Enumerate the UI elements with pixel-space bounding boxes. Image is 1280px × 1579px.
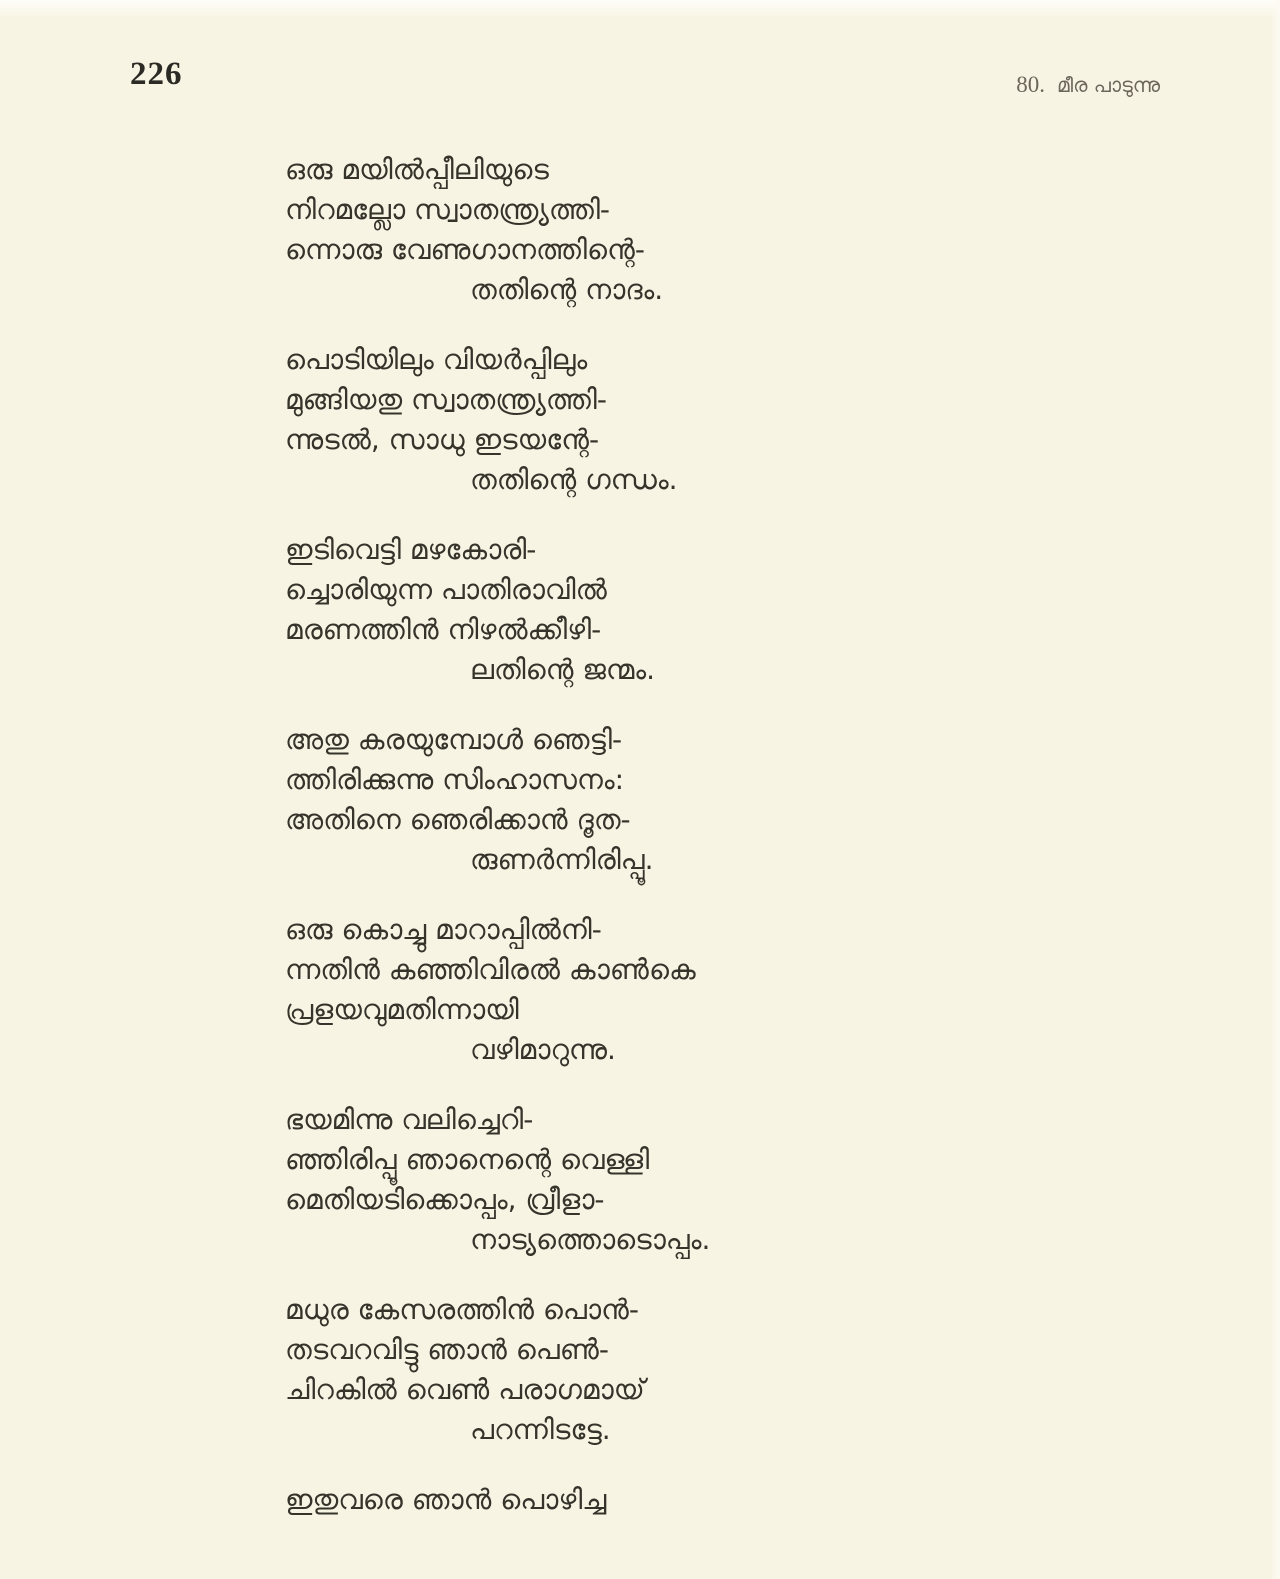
page-right-edge <box>1270 0 1280 1579</box>
page-top-edge <box>0 0 1280 18</box>
poem-line-indented: തതിന്റെ നാദം. <box>470 273 664 306</box>
stanza <box>285 150 1045 310</box>
poem-line: ന്നൊരു വേണുഗാനത്തിന്റെ- <box>285 233 645 266</box>
stanza <box>285 530 1045 690</box>
stanza <box>285 340 1045 500</box>
poem-line: തടവറവിട്ടു ഞാൻ പെൺ- <box>285 1333 610 1366</box>
poem-line-indented: രുണർന്നിരിപ്പൂ. <box>470 843 654 876</box>
poem-line: അതിനെ ഞെരിക്കാൻ ദൂത- <box>285 803 631 836</box>
stanza <box>285 1290 1045 1450</box>
poem-line: മുങ്ങിയതു സ്വാതന്ത്ര്യത്തി- <box>285 383 607 416</box>
poem-line: മരണത്തിൻ നിഴൽക്കീഴി- <box>285 613 602 646</box>
poem-line-indented: നാട്യത്തൊടൊപ്പം. <box>470 1223 711 1256</box>
stanza <box>285 1100 1045 1260</box>
poem-line-indented: തതിന്റെ ഗന്ധം. <box>470 463 678 496</box>
poem-line: മധുര കേസരത്തിൻ പൊൻ- <box>285 1293 639 1326</box>
poem-line: ഒരു കൊച്ചു മാറാപ്പിൽനി- <box>285 913 602 946</box>
poem-line: നിറമല്ലോ സ്വാതന്ത്ര്യത്തി- <box>285 193 611 226</box>
chapter-number: 80. <box>1016 72 1045 97</box>
poem-line: പ്രളയവുമതിന്നായി <box>285 993 519 1026</box>
stanza <box>285 720 1045 880</box>
stanza <box>285 910 1045 1070</box>
poem-line: ഇടിവെട്ടി മഴകോരി- <box>285 533 537 566</box>
poem-line: അതു കരയുമ്പോൾ ഞെട്ടി- <box>285 723 623 756</box>
poem-line: ഭയമിന്നു വലിച്ചെറി- <box>285 1103 534 1136</box>
poem-line: ച്ചൊരിയുന്ന പാതിരാവിൽ <box>285 573 607 606</box>
poem-line-trailing: ഇതുവരെ ഞാൻ പൊഴിച്ച <box>285 1483 607 1516</box>
poem-line-indented: ലതിന്റെ ജന്മം. <box>470 653 655 686</box>
poem-line: ന്നതിൻ കഞ്ഞിവിരൽ കാൺകെ <box>285 953 696 986</box>
page-number: 226 <box>130 56 183 92</box>
poem-line: ന്നുടൽ, സാധു ഇടയന്റേ- <box>285 423 600 456</box>
poem-body <box>285 150 1045 1520</box>
poem-line-indented: പറന്നിടട്ടേ. <box>470 1413 611 1446</box>
poem-line-indented: വഴിമാറുന്നു. <box>470 1033 616 1066</box>
poem-line: മെതിയടിക്കൊപ്പം, വ്രീളാ- <box>285 1183 605 1216</box>
chapter-title: മീര പാടുന്നു <box>1056 73 1160 97</box>
poem-line: ഒരു മയിൽപ്പീലിയുടെ <box>285 153 549 186</box>
poem-line: ത്തിരിക്കുന്നു സിംഹാസനം: <box>285 763 625 796</box>
running-header <box>1016 72 1160 98</box>
poem-line: ഞ്ഞിരിപ്പൂ ഞാനെന്റെ വെള്ളി <box>285 1143 650 1176</box>
poem-line: ചിറകിൽ വെൺ പരാഗമായ് <box>285 1373 645 1406</box>
poem-line: പൊടിയിലും വിയർപ്പിലും <box>285 343 588 376</box>
